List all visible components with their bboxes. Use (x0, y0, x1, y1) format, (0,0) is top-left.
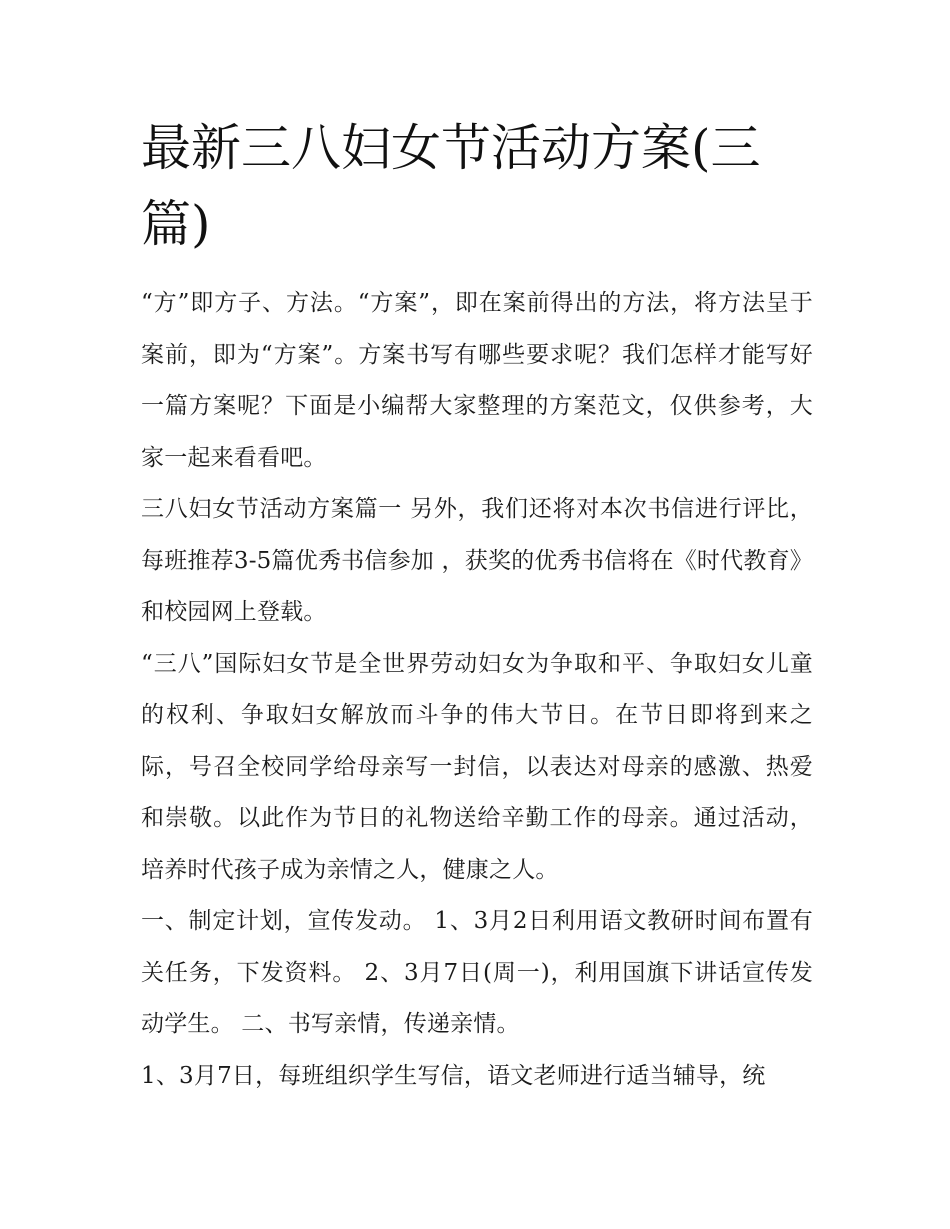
document-title: 最新三八妇女节活动方案(三篇) (141, 119, 761, 253)
paragraph-intro: “方”即方子、方法。“方案”，即在案前得出的方法，将方法呈于案前，即为“方案”。方案书写有哪些要求呢？我们怎样才能写好一篇方案呢？下面是小编帮大家整理的方案范文，仅供参考，大家一起来看看吧。 (141, 290, 813, 471)
paragraph-plan-one: 三八妇女节活动方案篇一 另外，我们还将对本次书信进行评比，每班推荐3-5篇优秀书信参加 ，获奖的优秀书信将在《时代教育》和校园网上登载。 (141, 496, 813, 625)
paragraph-background: “三八”国际妇女节是全世界劳动妇女为争取和平、争取妇女儿童的权利、争取妇女解放而斗争的伟大节日。在节日即将到来之际，号召全校同学给母亲写一封信，以表达对母亲的感激、热爱和崇敬。以此作为节日的礼物送给辛勤工作的母亲。通过活动，培养时代孩子成为亲情之人，健康之人。 (141, 650, 813, 883)
document-page (141, 110, 813, 1102)
paragraph-step-detail: 1、3月7日，每班组织学生写信，语文老师进行适当辅导，统 (141, 1062, 766, 1089)
paragraph-steps: 一、制定计划，宣传发动。 1、3月2日利用语文教研时间布置有关任务，下发资料。 2、3月7日(周一)，利用国旗下讲话宣传发动学生。 二、书写亲情，传递亲情。 (141, 908, 813, 1037)
